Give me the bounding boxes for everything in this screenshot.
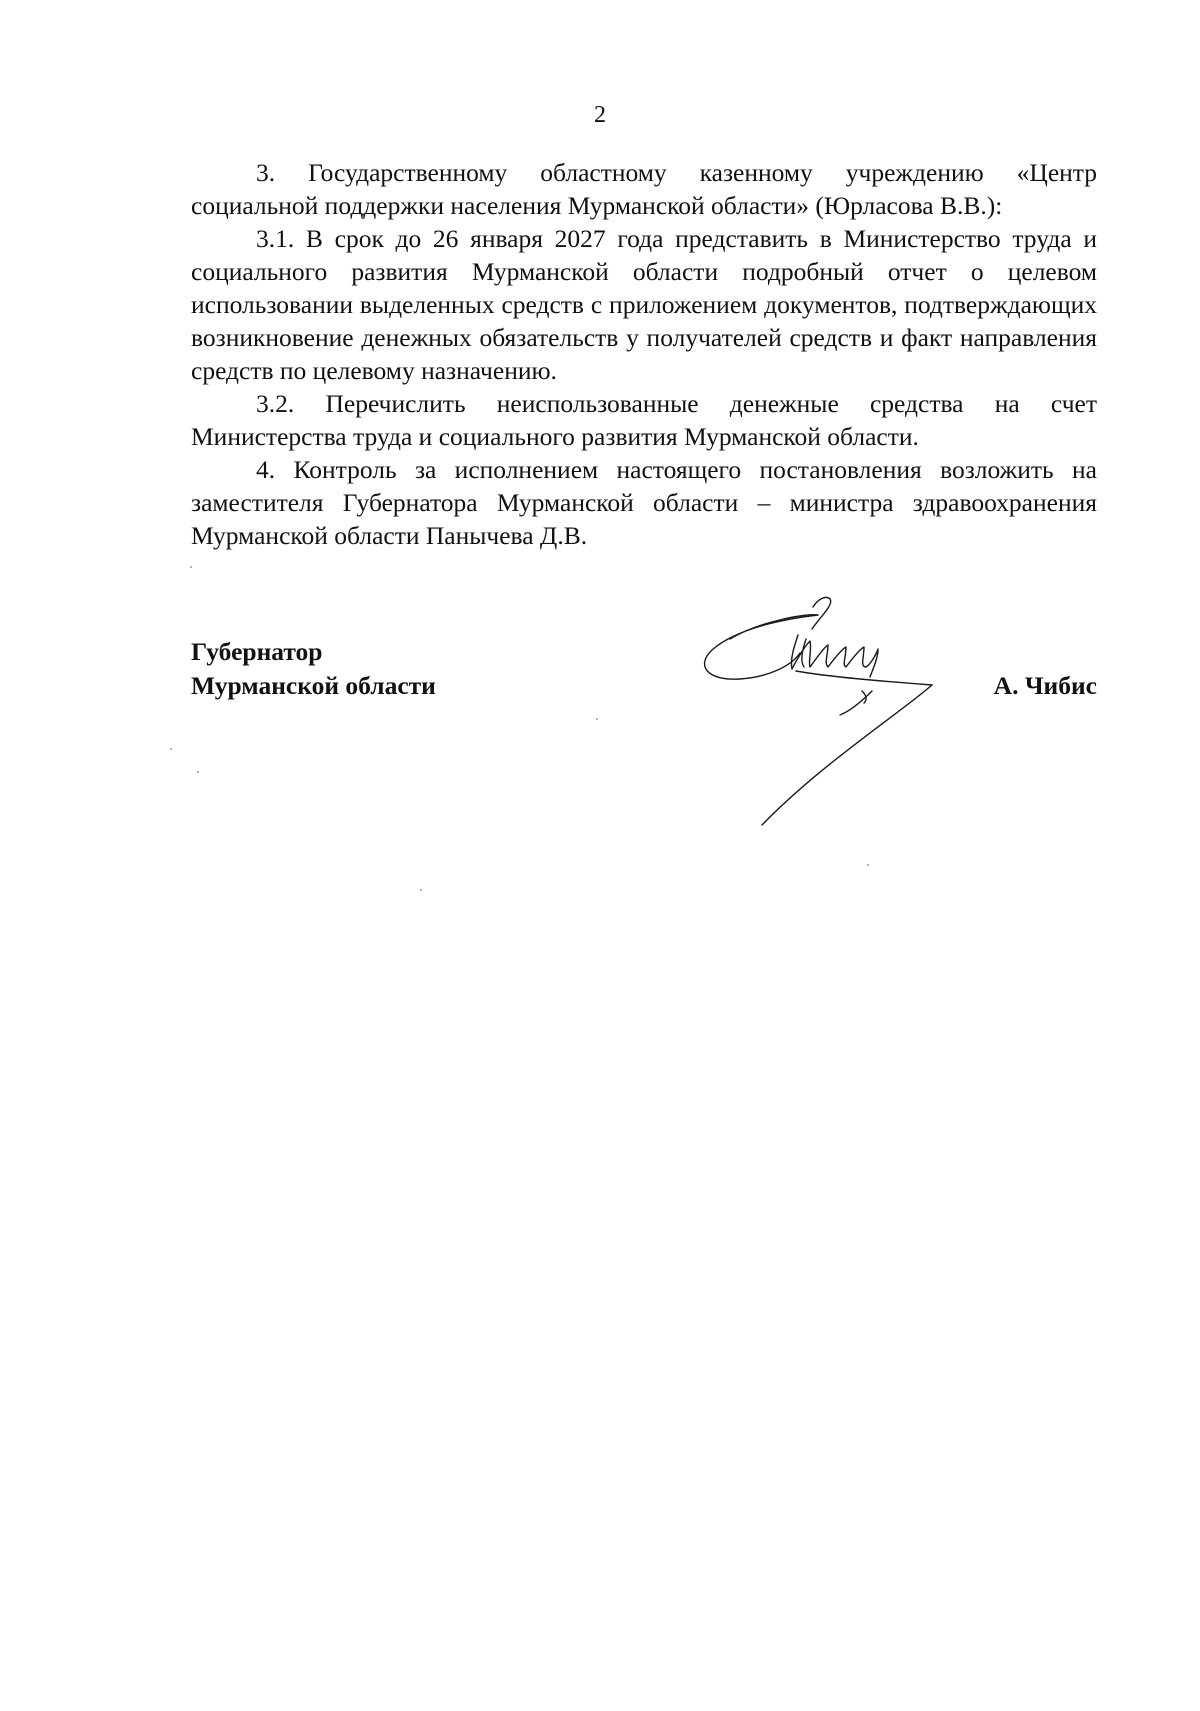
signature-block — [191, 635, 1097, 835]
scan-speck — [420, 889, 422, 891]
position-line-2: Мурманской области — [191, 671, 436, 700]
scan-speck — [867, 864, 869, 866]
signer-position — [191, 635, 436, 703]
position-line-1: Губернатор — [191, 637, 323, 666]
paragraph-3-2: 3.2. Перечислить неиспользованные денежные средства на счет Министерства труда и социального развития Мурманской области. — [191, 389, 1097, 451]
paragraph-4: 4. Контроль за исполнением настоящего постановления возложить на заместителя Губернатора Мурманской области – министра здравоохранения Мурманской области Панычева Д.В. — [191, 455, 1097, 550]
document-body — [191, 156, 1097, 552]
signer-name: А. Чибис — [993, 671, 1097, 700]
scan-speck — [596, 718, 598, 720]
page-number: 2 — [594, 102, 606, 128]
scan-speck — [170, 748, 172, 750]
scan-speck — [190, 566, 192, 568]
handwritten-signature — [700, 595, 960, 835]
paragraph-3: 3. Государственному областному казенному учреждению «Центр социальной поддержки населения Мурманской области» (Юрласова В.В.): — [191, 158, 1097, 220]
scan-speck — [197, 771, 199, 773]
paragraph-3-1: 3.1. В срок до 26 января 2027 года представить в Министерство труда и социального развития Мурманской области подробный отчет о целевом использовании выделенных средств с приложением документов, подтверждающих возникновение денежных обязательств у получателей средств и факт направления средств по целевому назначению. — [191, 224, 1097, 385]
